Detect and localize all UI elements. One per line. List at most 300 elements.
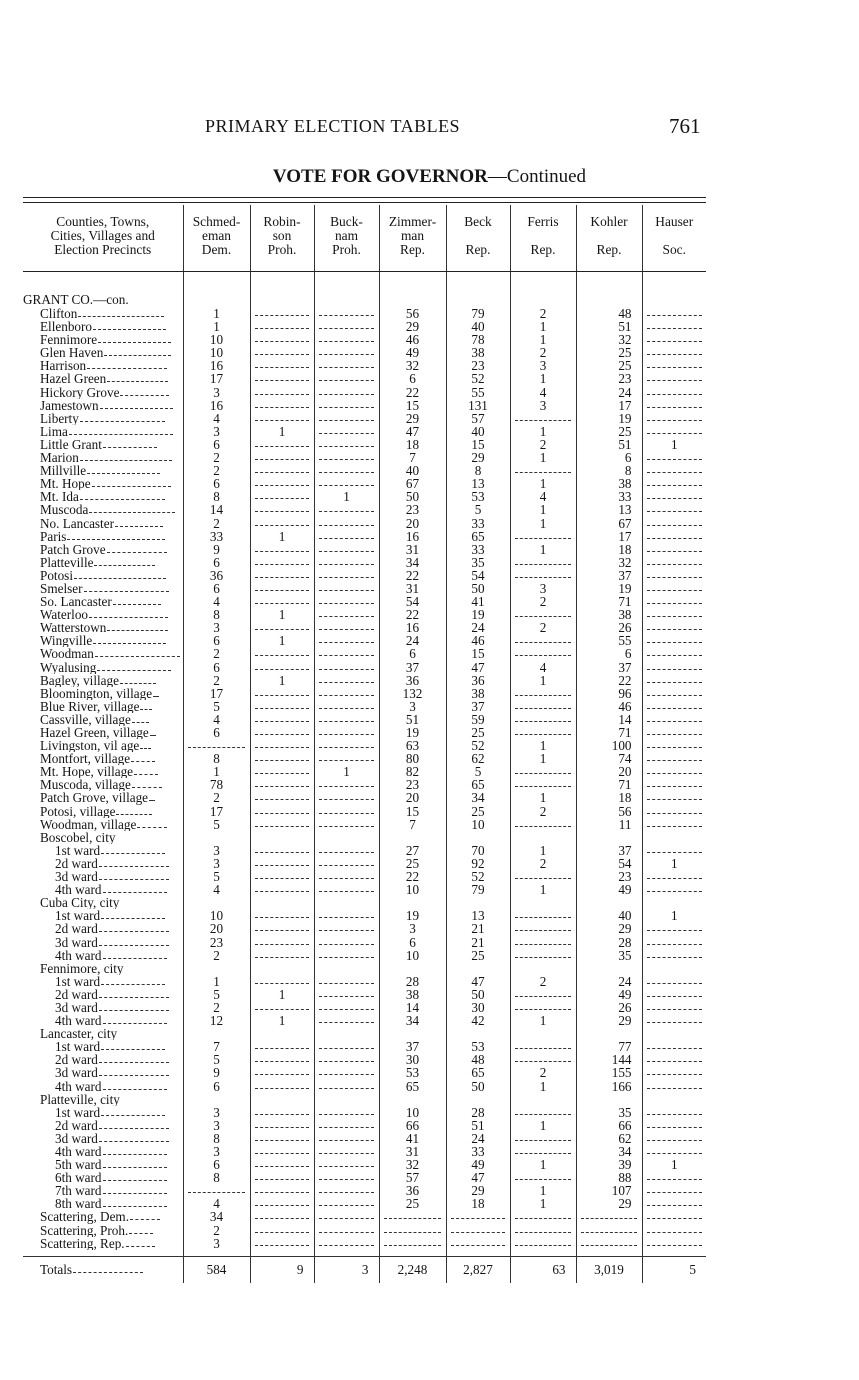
empty-dash: [255, 1106, 309, 1115]
empty-dash: [319, 346, 374, 355]
precinct-label: Paris: [40, 529, 67, 543]
table-cell: [446, 1027, 510, 1040]
vote-schmedeman: 10: [183, 346, 250, 359]
vote-schmedeman: 9: [183, 1066, 250, 1079]
vote-bucknam: [314, 569, 379, 582]
empty-dash: [647, 1145, 702, 1154]
empty-dash: [319, 1001, 374, 1010]
empty-dash: [515, 1210, 571, 1219]
empty-dash: [515, 608, 571, 617]
vote-bucknam: [314, 530, 379, 543]
vote-robinson: [250, 503, 314, 516]
leader-dots: [153, 687, 159, 697]
column-header-line: Rep.: [400, 242, 425, 257]
vote-hauser: [642, 726, 706, 739]
vote-ferris: 3: [510, 582, 576, 595]
leader-dots: [132, 713, 149, 723]
table-row: [23, 1014, 706, 1027]
empty-dash: [255, 1224, 309, 1233]
precinct-name: [23, 556, 183, 569]
precinct-name: [23, 1237, 183, 1250]
vote-schmedeman: 3: [183, 425, 250, 438]
empty-dash: [319, 1158, 374, 1167]
table-cell: [510, 831, 576, 844]
vote-kohler: 35: [576, 1106, 642, 1119]
table-cell: [642, 831, 706, 844]
vote-zimmerman: 46: [379, 333, 446, 346]
vote-hauser: [642, 687, 706, 700]
empty-dash: [515, 464, 571, 473]
vote-bucknam: [314, 726, 379, 739]
leader-dots: [95, 647, 181, 657]
empty-dash: [319, 543, 374, 552]
vote-kohler: 29: [576, 1014, 642, 1027]
vote-beck: 59: [446, 713, 510, 726]
vote-bucknam: [314, 1224, 379, 1237]
vote-zimmerman: 28: [379, 975, 446, 988]
vote-bucknam: [314, 844, 379, 857]
empty-dash: [319, 608, 374, 617]
column-header-line: Counties, Towns,: [56, 214, 150, 229]
leader-dots: [115, 517, 163, 527]
vote-bucknam: [314, 661, 379, 674]
table-row: [23, 490, 706, 503]
vote-ferris: [510, 726, 576, 739]
precinct-name: [23, 883, 183, 896]
empty-dash: [319, 621, 374, 630]
vote-robinson: [250, 1171, 314, 1184]
empty-dash: [319, 530, 374, 539]
empty-dash: [647, 687, 702, 696]
vote-ferris: 1: [510, 477, 576, 490]
leader-dots: [99, 1119, 170, 1129]
vote-beck: 49: [446, 1158, 510, 1171]
vote-zimmerman: 10: [379, 883, 446, 896]
empty-dash: [647, 412, 702, 421]
empty-dash: [255, 1237, 309, 1246]
table-cell: [183, 293, 250, 307]
vote-robinson: [250, 857, 314, 870]
vote-robinson: [250, 1210, 314, 1223]
vote-hauser: [642, 1106, 706, 1119]
vote-kohler: 100: [576, 739, 642, 752]
vote-beck: [446, 1237, 510, 1250]
vote-hauser: [642, 1171, 706, 1184]
precinct-name: [23, 490, 183, 503]
table-row: [23, 621, 706, 634]
vote-schmedeman: 3: [183, 844, 250, 857]
empty-dash: [647, 490, 702, 499]
precinct-name: [23, 621, 183, 634]
vote-schmedeman: 2: [183, 949, 250, 962]
precinct-name: [23, 1066, 183, 1079]
column-header-zimmerman: [379, 205, 446, 272]
vote-zimmerman: 22: [379, 608, 446, 621]
vote-ferris: 2: [510, 857, 576, 870]
empty-dash: [647, 739, 702, 748]
vote-kohler: 29: [576, 922, 642, 935]
vote-hauser: [642, 818, 706, 831]
vote-bucknam: [314, 988, 379, 1001]
vote-ferris: 4: [510, 661, 576, 674]
column-header-line: [577, 229, 642, 243]
empty-dash: [319, 936, 374, 945]
empty-dash: [255, 412, 309, 421]
precinct-label: Boscobel, city: [40, 830, 116, 844]
precinct-label: Liberty: [40, 411, 79, 425]
vote-schmedeman: 3: [183, 1106, 250, 1119]
vote-ferris: [510, 1040, 576, 1053]
empty-dash: [255, 647, 309, 656]
leader-dots: [131, 752, 155, 762]
vote-kohler: 144: [576, 1053, 642, 1066]
column-header-line: Election Precincts: [54, 242, 152, 257]
table-row: [23, 870, 706, 883]
table-cell: [183, 962, 250, 975]
vote-schmedeman: 36: [183, 569, 250, 582]
empty-dash: [647, 477, 702, 486]
vote-bucknam: [314, 909, 379, 922]
vote-schmedeman: 78: [183, 778, 250, 791]
vote-robinson: 1: [250, 1014, 314, 1027]
table-row: [23, 582, 706, 595]
leader-dots: [99, 1001, 170, 1011]
vote-zimmerman: 16: [379, 621, 446, 634]
vote-zimmerman: 6: [379, 936, 446, 949]
column-header-schmedeman: [183, 205, 250, 272]
vote-robinson: [250, 870, 314, 883]
precinct-label: Watterstown: [40, 621, 107, 635]
empty-dash: [647, 674, 702, 683]
vote-schmedeman: 5: [183, 700, 250, 713]
vote-schmedeman: 17: [183, 687, 250, 700]
vote-kohler: 24: [576, 975, 642, 988]
table-cell: [510, 293, 576, 307]
vote-schmedeman: 6: [183, 1080, 250, 1093]
table-row: [23, 595, 706, 608]
empty-dash: [384, 1224, 441, 1233]
empty-dash: [647, 752, 702, 761]
vote-robinson: [250, 713, 314, 726]
table-row: [23, 818, 706, 831]
vote-bucknam: [314, 674, 379, 687]
vote-beck: 52: [446, 870, 510, 883]
vote-kohler: 74: [576, 752, 642, 765]
empty-dash: [515, 1132, 571, 1141]
leader-dots: [73, 1257, 143, 1273]
vote-kohler: 13: [576, 503, 642, 516]
leader-dots: [129, 1224, 153, 1234]
vote-schmedeman: 17: [183, 372, 250, 385]
vote-hauser: [642, 805, 706, 818]
vote-robinson: [250, 949, 314, 962]
table-row: [23, 372, 706, 385]
leader-dots: [101, 1040, 165, 1050]
precinct-label: 1st ward: [55, 909, 101, 923]
column-header-line: Hauser: [655, 214, 694, 229]
precinct-name: [23, 1040, 183, 1053]
vote-ferris: 1: [510, 425, 576, 438]
precinct-name: [23, 805, 183, 818]
empty-dash: [515, 1224, 571, 1233]
empty-dash: [647, 1014, 702, 1023]
precinct-name: [23, 464, 183, 477]
vote-robinson: 1: [250, 674, 314, 687]
empty-dash: [451, 1210, 505, 1219]
precinct-name: [23, 1197, 183, 1210]
precinct-name: [23, 922, 183, 935]
leader-dots: [113, 595, 161, 605]
precinct-label: Platteville, city: [40, 1092, 120, 1106]
table-body: [23, 272, 706, 1283]
vote-beck: 24: [446, 1132, 510, 1145]
vote-bucknam: [314, 517, 379, 530]
vote-ferris: 1: [510, 517, 576, 530]
vote-zimmerman: 51: [379, 713, 446, 726]
vote-bucknam: [314, 399, 379, 412]
vote-robinson: 1: [250, 608, 314, 621]
table-cell: [183, 272, 250, 294]
vote-beck: 65: [446, 778, 510, 791]
empty-dash: [255, 386, 309, 395]
totals-text: Totals: [40, 1261, 73, 1277]
table-row: [23, 909, 706, 922]
precinct-name: [23, 857, 183, 870]
precinct-name: [23, 307, 183, 320]
vote-zimmerman: [379, 1210, 446, 1223]
vote-schmedeman: 3: [183, 1145, 250, 1158]
vote-beck: 33: [446, 517, 510, 530]
leader-dots: [101, 975, 165, 985]
column-header-line: Beck: [464, 214, 492, 229]
vote-zimmerman: 47: [379, 425, 446, 438]
table-row: [23, 1158, 706, 1171]
precinct-label: 1st ward: [55, 974, 101, 988]
table-row: [23, 975, 706, 988]
vote-kohler: 25: [576, 359, 642, 372]
vote-bucknam: [314, 543, 379, 556]
empty-dash: [515, 909, 571, 918]
vote-hauser: [642, 647, 706, 660]
empty-dash: [319, 1106, 374, 1115]
empty-dash: [255, 936, 309, 945]
empty-dash: [319, 778, 374, 787]
table-cell: [446, 272, 510, 294]
vote-hauser: [642, 713, 706, 726]
precinct-label: Potosi: [40, 568, 73, 582]
empty-dash: [647, 1224, 702, 1233]
precinct-label: Lima: [40, 424, 68, 438]
vote-kohler: 25: [576, 425, 642, 438]
city-name: [23, 831, 183, 844]
vote-robinson: [250, 582, 314, 595]
vote-hauser: [642, 739, 706, 752]
table-row: [23, 857, 706, 870]
vote-beck: 41: [446, 595, 510, 608]
vote-robinson: [250, 1106, 314, 1119]
empty-dash: [319, 752, 374, 761]
vote-zimmerman: 22: [379, 386, 446, 399]
empty-dash: [319, 412, 374, 421]
empty-dash: [255, 752, 309, 761]
leader-dots: [97, 661, 170, 671]
vote-bucknam: [314, 1184, 379, 1197]
vote-zimmerman: 24: [379, 634, 446, 647]
vote-zimmerman: 36: [379, 674, 446, 687]
vote-zimmerman: 20: [379, 791, 446, 804]
empty-dash: [255, 621, 309, 630]
empty-dash: [647, 530, 702, 539]
leader-dots: [130, 1210, 160, 1220]
vote-kohler: 26: [576, 621, 642, 634]
leader-dots: [93, 320, 166, 330]
empty-dash: [255, 1158, 309, 1167]
table-row: [23, 1132, 706, 1145]
vote-zimmerman: 3: [379, 700, 446, 713]
empty-dash: [255, 739, 309, 748]
empty-dash: [647, 778, 702, 787]
vote-bucknam: [314, 975, 379, 988]
leader-dots: [103, 1014, 167, 1024]
column-header-line: Proh.: [332, 242, 361, 257]
empty-dash: [647, 346, 702, 355]
column-header-line: nam: [334, 228, 359, 243]
vote-zimmerman: 36: [379, 1184, 446, 1197]
empty-dash: [647, 556, 702, 565]
vote-ferris: 1: [510, 1184, 576, 1197]
vote-zimmerman: 32: [379, 359, 446, 372]
total-robinson: 9: [250, 1256, 314, 1283]
precinct-name: [23, 517, 183, 530]
empty-dash: [255, 1197, 309, 1206]
empty-dash: [319, 464, 374, 473]
vote-robinson: [250, 556, 314, 569]
empty-dash: [319, 805, 374, 814]
table-cell: [576, 831, 642, 844]
vote-hauser: [642, 333, 706, 346]
vote-kohler: 11: [576, 818, 642, 831]
vote-hauser: [642, 1184, 706, 1197]
vote-hauser: [642, 765, 706, 778]
table-row: [23, 530, 706, 543]
precinct-name: [23, 726, 183, 739]
empty-dash: [319, 569, 374, 578]
empty-dash: [255, 477, 309, 486]
vote-schmedeman: [183, 739, 250, 752]
empty-dash: [515, 1040, 571, 1049]
table-row: [23, 438, 706, 451]
vote-beck: 47: [446, 975, 510, 988]
precinct-name: [23, 412, 183, 425]
vote-schmedeman: 6: [183, 634, 250, 647]
vote-ferris: [510, 1171, 576, 1184]
vote-kohler: 33: [576, 490, 642, 503]
precinct-label: Smelser: [40, 581, 83, 596]
column-header-line: Buck-: [330, 214, 363, 229]
vote-bucknam: [314, 1106, 379, 1119]
vote-robinson: [250, 844, 314, 857]
vote-schmedeman: 6: [183, 726, 250, 739]
empty-dash: [255, 333, 309, 342]
empty-dash: [581, 1224, 637, 1233]
table-row: [23, 1106, 706, 1119]
vote-ferris: 2: [510, 621, 576, 634]
precinct-name: [23, 320, 183, 333]
vote-schmedeman: [183, 1184, 250, 1197]
column-header-robinson: [250, 205, 314, 272]
vote-kohler: 38: [576, 477, 642, 490]
vote-bucknam: [314, 634, 379, 647]
empty-dash: [647, 713, 702, 722]
empty-dash: [647, 399, 702, 408]
vote-zimmerman: 25: [379, 1197, 446, 1210]
table-row: [23, 700, 706, 713]
vote-hauser: [642, 661, 706, 674]
precinct-name: [23, 687, 183, 700]
vote-kohler: 19: [576, 582, 642, 595]
leader-dots: [140, 700, 151, 710]
vote-ferris: [510, 569, 576, 582]
vote-bucknam: [314, 1171, 379, 1184]
vote-schmedeman: 2: [183, 791, 250, 804]
column-header-beck: [446, 205, 510, 272]
vote-schmedeman: 2: [183, 674, 250, 687]
table-cell: [446, 831, 510, 844]
empty-dash: [319, 1210, 374, 1219]
leader-dots: [99, 988, 170, 998]
empty-dash: [647, 922, 702, 931]
empty-dash: [255, 320, 309, 329]
vote-beck: 65: [446, 530, 510, 543]
vote-robinson: [250, 818, 314, 831]
vote-robinson: [250, 1145, 314, 1158]
table-row: [23, 451, 706, 464]
vote-bucknam: [314, 1040, 379, 1053]
table-row: [23, 844, 706, 857]
vote-beck: 50: [446, 1080, 510, 1093]
empty-dash: [255, 975, 309, 984]
empty-dash: [581, 1210, 637, 1219]
vote-kohler: 166: [576, 1080, 642, 1093]
vote-schmedeman: 1: [183, 975, 250, 988]
empty-dash: [255, 922, 309, 931]
vote-robinson: 1: [250, 634, 314, 647]
leader-dots: [107, 543, 168, 553]
empty-dash: [647, 464, 702, 473]
vote-schmedeman: 14: [183, 503, 250, 516]
vote-kohler: 96: [576, 687, 642, 700]
vote-zimmerman: 19: [379, 726, 446, 739]
empty-dash: [647, 765, 702, 774]
empty-dash: [319, 1014, 374, 1023]
vote-hauser: [642, 700, 706, 713]
vote-robinson: [250, 752, 314, 765]
precinct-name: [23, 739, 183, 752]
vote-zimmerman: 40: [379, 464, 446, 477]
vote-kohler: 37: [576, 844, 642, 857]
vote-bucknam: [314, 1080, 379, 1093]
precinct-name: [23, 1184, 183, 1197]
vote-schmedeman: 2: [183, 517, 250, 530]
empty-dash: [647, 1080, 702, 1089]
vote-schmedeman: 6: [183, 438, 250, 451]
empty-dash: [319, 647, 374, 656]
table-cell: [446, 896, 510, 909]
vote-beck: 29: [446, 1184, 510, 1197]
precinct-name: [23, 1119, 183, 1132]
table-cell: [576, 293, 642, 307]
table-cell: [379, 272, 446, 294]
